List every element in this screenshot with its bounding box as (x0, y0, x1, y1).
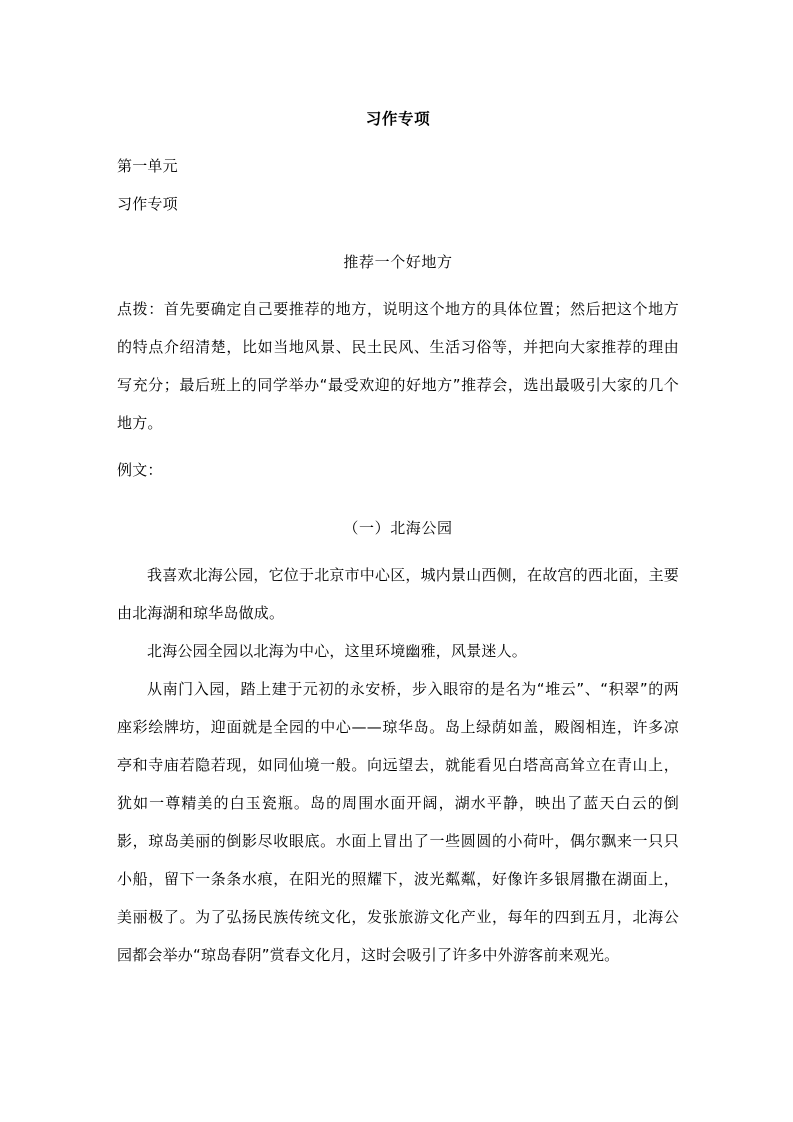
document-content (117, 0, 679, 974)
body-paragraph: 从南门入园，踏上建于元初的永安桥，步入眼帘的是名为“堆云”、“积翠”的两座彩绘牌坊，迎面就是全园的中心——琼华岛。岛上绿荫如盖，殿阁相连，许多凉亭和寺庙若隐若现，如同仙境一般。向远望去，就能看见白塔高高耸立在青山上，犹如一尊精美的白玉瓷瓶。岛的周围水面开阔，湖水平静，映出了蓝天白云的倒影，琼岛美丽的倒影尽收眼底。水面上冒出了一些圆圆的小荷叶，偶尔飘来一只只小船，留下一条条水痕，在阳光的照耀下，波光粼粼，好像许多银屑撒在湖面上，美丽极了。为了弘扬民族传统文化，发张旅游文化产业，每年的四到五月，北海公园都会举办“琼岛春阴”赏春文化月，这时会吸引了许多中外游客前来观光。 (117, 680, 679, 964)
example-label: 例文： (117, 461, 163, 479)
unit-label: 第一单元 (117, 157, 178, 175)
spacer (117, 442, 679, 451)
topic-title: 推荐一个好地方 (343, 253, 453, 271)
spacer (117, 489, 679, 509)
spacer (117, 547, 679, 556)
spacer (117, 223, 679, 243)
tip-paragraph: 点拨：首先要确定自己要推荐的地方，说明这个地方的具体位置；然后把这个地方的特点介绍清楚，比如当地风景、民土民风、生活习俗等，并把向大家推荐的理由写充分；最后班上的同学举办“最受欢迎的好地方”推荐会，选出最吸引大家的几个地方。 (117, 300, 679, 432)
example-title: （一）北海公园 (343, 519, 453, 537)
spacer (117, 138, 679, 147)
spacer (117, 281, 679, 290)
page-title: 习作专项 (365, 110, 431, 128)
section-label: 习作专项 (117, 195, 178, 213)
body-paragraph: 我喜欢北海公园，它位于北京市中心区，城内景山西侧，在故宫的西北面，主要由北海湖和琼华岛做成。 (117, 566, 680, 622)
body-paragraph: 北海公园全园以北海为中心，这里环境幽雅，风景迷人。 (147, 642, 528, 660)
